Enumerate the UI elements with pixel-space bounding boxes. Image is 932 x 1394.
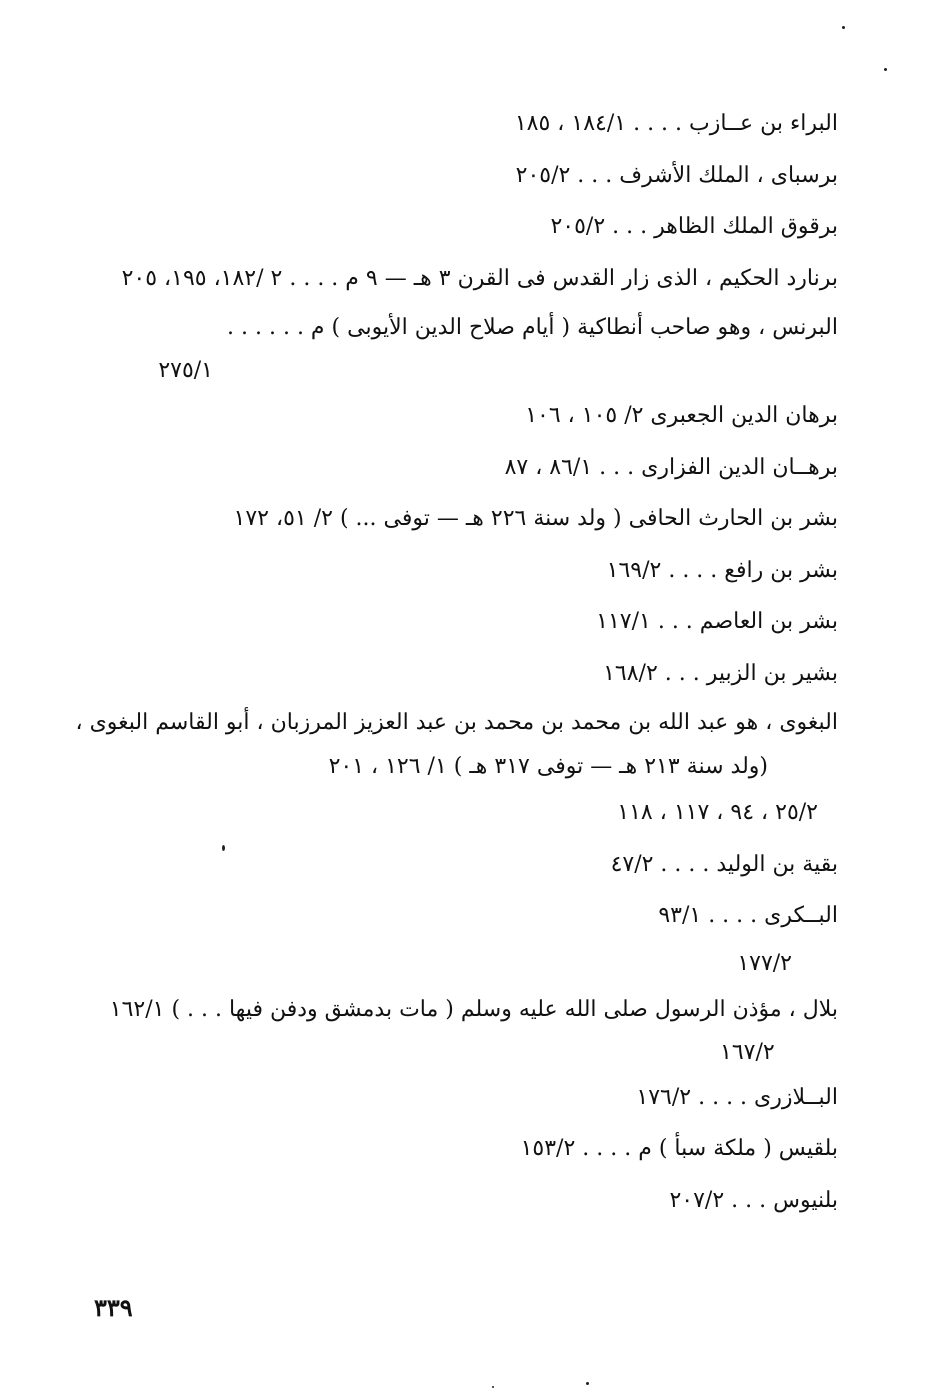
scan-speck	[492, 1386, 494, 1388]
index-entry	[100, 253, 838, 305]
entry-text: برقوق الملك الظاهر . . . ٢٠٥/٢	[550, 214, 838, 239]
index-entry	[100, 890, 838, 942]
index-entry	[100, 545, 838, 597]
entry-text: بشر بن رافع . . . . ١٦٩/٢	[606, 557, 838, 583]
index-entry	[100, 493, 838, 545]
index-entry	[100, 98, 838, 150]
entry-text: بشير بن الزبير . . . ١٦٨/٢	[603, 660, 838, 686]
entry-continuation: ٢٧٥/١	[158, 358, 213, 383]
entry-text: البرنس ، وهو صاحب أنطاكية ( أيام صلاح الدين الأيوبى ) م . . . . . .	[227, 315, 838, 340]
scan-speck	[222, 845, 225, 851]
entry-second-line: (ولد سنة ٢١٣ هـ — توفى ٣١٧ هـ ) ١/ ١٢٦ ، ٢٠١	[328, 754, 768, 779]
entry-text: البغوى ، هو عبد الله بن محمد بن محمد بن عبد العزيز المرزبان ، أبو القاسم البغوى ،	[75, 710, 838, 735]
entry-text: برهــان الدين الفزارى . . . ٨٦/١ ، ٨٧	[504, 454, 838, 480]
index-entry	[100, 986, 838, 1072]
page-number: ٣٣٩	[94, 1293, 133, 1322]
entry-continuation: ١٦٧/٢	[720, 1039, 775, 1065]
entry-text: البــلازرى . . . . ١٧٦/٢	[636, 1084, 838, 1110]
index-entry	[100, 648, 838, 700]
scan-speck	[842, 26, 845, 29]
index-entry	[100, 304, 838, 390]
index-entry	[100, 201, 838, 253]
entry-text: برهان الدين الجعبرى ٢/ ١٠٥ ، ١٠٦	[525, 403, 838, 428]
index-entry	[100, 442, 838, 494]
entry-text: ٢٥/٢ ، ٩٤ ، ١١٧ ، ١١٨	[617, 800, 818, 825]
index-entries	[75, 98, 838, 1226]
index-entry	[100, 150, 838, 202]
entry-text: بلال ، مؤذن الرسول صلى الله عليه وسلم ( مات بدمشق ودفن فيها . . . ) ١٦٢/١	[109, 996, 838, 1022]
index-entry	[100, 839, 838, 891]
index-entry	[100, 787, 838, 839]
entry-text: بشر بن الحارث الحافى ( ولد سنة ٢٢٦ هـ — توفى ... ) ٢/ ٥١، ١٧٢	[233, 506, 838, 531]
scan-speck	[586, 1382, 589, 1385]
entry-text: البــكرى . . . . ٩٣/١	[658, 903, 838, 928]
entry-text: برسباى ، الملك الأشرف . . . ٢٠٥/٢	[515, 162, 838, 188]
entry-text: البراء بن عــازب . . . . ١٨٤/١ ، ١٨٥	[514, 111, 838, 136]
index-entry	[75, 699, 838, 787]
index-entry	[100, 942, 838, 986]
scan-speck	[884, 68, 887, 71]
index-entry	[100, 1072, 838, 1124]
index-entry	[100, 1123, 838, 1175]
entry-text: بشر بن العاصم . . . ١١٧/١	[596, 609, 838, 634]
index-entry	[100, 596, 838, 648]
entry-text: بقية بن الوليد . . . . ٤٧/٢	[610, 851, 838, 877]
entry-text: ١٧٧/٢	[737, 950, 792, 976]
index-entry	[100, 390, 838, 442]
entry-text: برنارد الحكيم ، الذى زار القدس فى القرن ٣ هـ — ٩ م . . . . ٢ /١٨٢، ١٩٥، ٢٠٥	[121, 265, 838, 291]
entry-text: بلقيس ( ملكة سبأ ) م . . . . ١٥٣/٢	[520, 1136, 838, 1161]
index-entry	[100, 1175, 838, 1227]
entry-text: بلنيوس . . . ٢٠٧/٢	[669, 1187, 838, 1213]
